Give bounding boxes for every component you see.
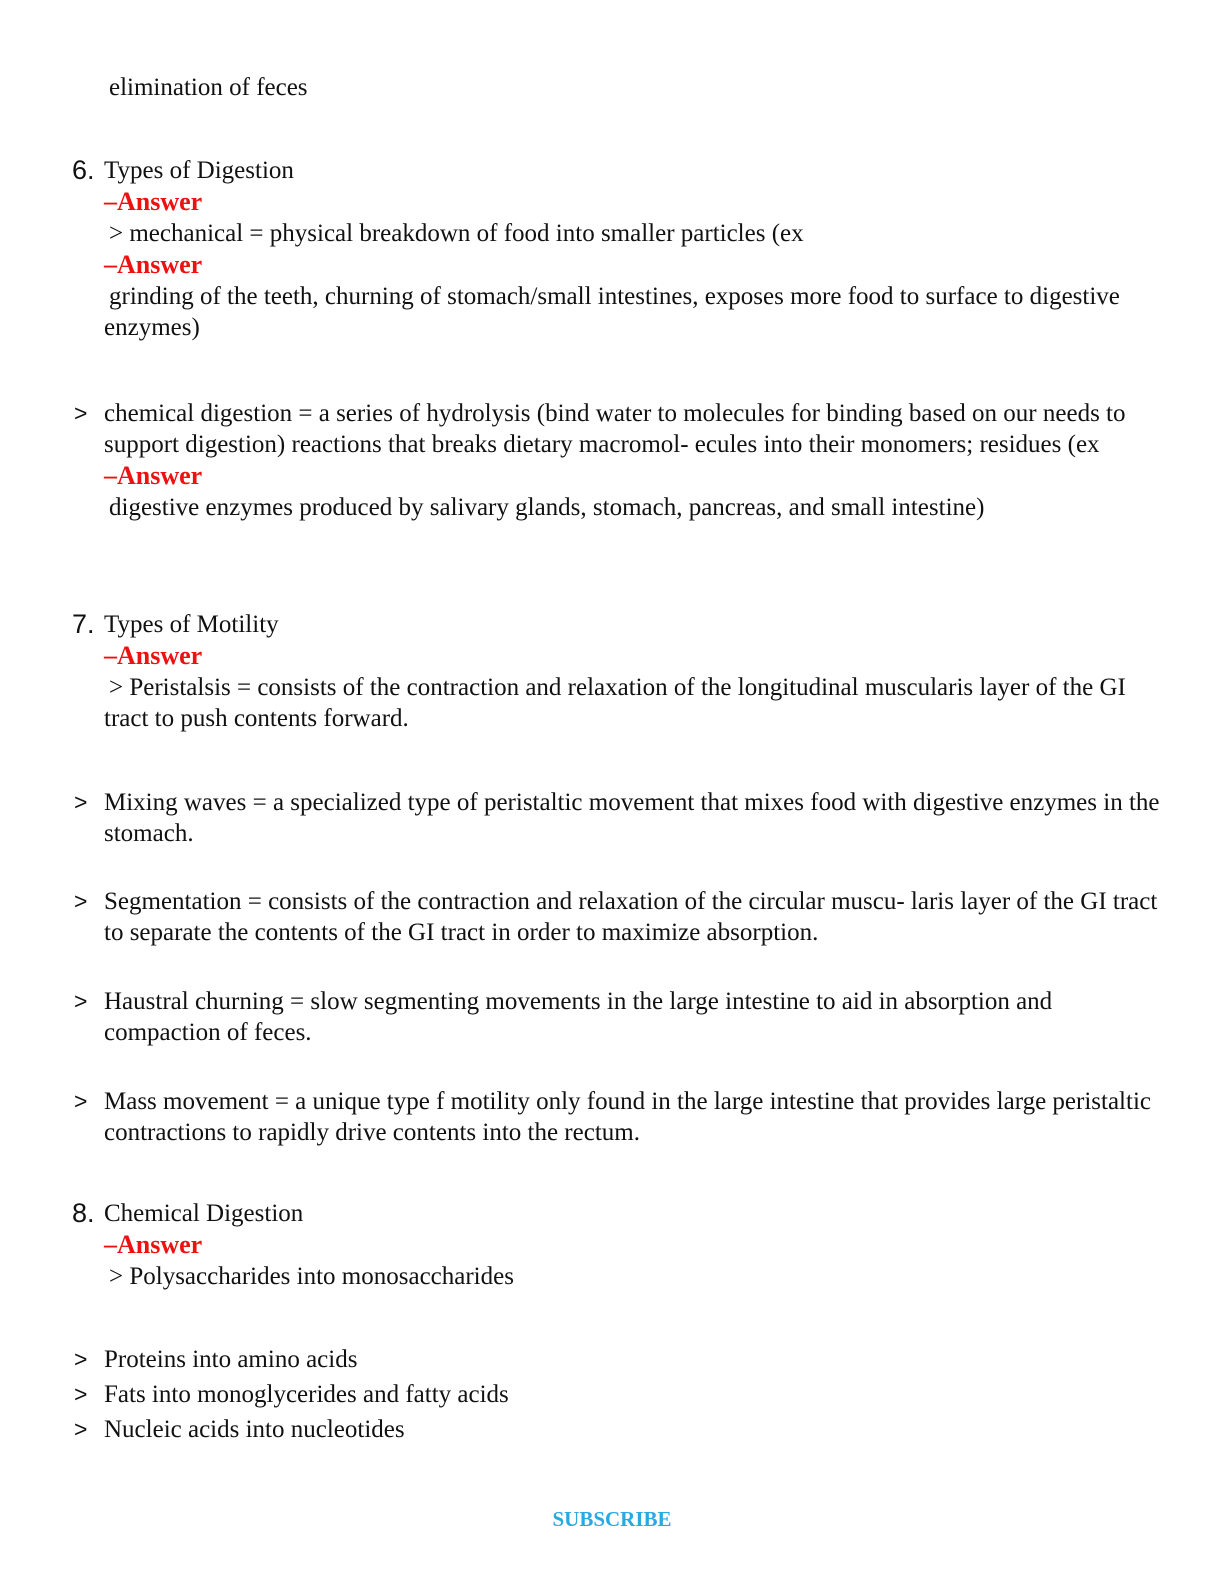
list-item	[74, 1379, 1164, 1410]
bullet-marker: >	[74, 888, 88, 914]
answer-label: –Answer	[104, 641, 203, 670]
list-item	[74, 1414, 1164, 1445]
bullet-text: Fats into monoglycerides and fatty acids	[104, 1381, 509, 1408]
question-8-block	[72, 1198, 1164, 1292]
bullet-text: Haustral churning = slow segmenting movements in the large intestine to aid in absorption and compaction of feces.	[104, 988, 1053, 1046]
answer-text: digestive enzymes produced by salivary glands, stomach, pancreas, and small intestine)	[109, 494, 985, 521]
bullet-marker: >	[74, 1381, 88, 1407]
question-7-block	[72, 609, 1164, 734]
list-item	[74, 1086, 1164, 1148]
answer-text: grinding of the teeth, churning of stomach/small intestines, exposes more food to surface to digestive enzymes)	[104, 283, 1120, 341]
answer-text: > mechanical = physical breakdown of food into smaller particles (ex	[109, 220, 804, 247]
continuation-text: elimination of feces	[109, 74, 308, 101]
question-6-block	[72, 155, 1164, 343]
subscribe-link[interactable]: SUBSCRIBE	[552, 1507, 672, 1531]
bullet-text: Mass movement = a unique type f motility only found in the large intestine that provides large peristaltic contractions to rapidly drive contents into the rectum.	[104, 1088, 1151, 1146]
list-item	[74, 886, 1164, 948]
question-8-number: 8.	[72, 1198, 95, 1228]
answer-label: –Answer	[104, 461, 203, 490]
continuation-text-block	[104, 72, 1164, 103]
list-item	[74, 1344, 1164, 1375]
bullet-marker: >	[74, 1088, 88, 1114]
answer-text: > Polysaccharides into monosaccharides	[109, 1263, 514, 1290]
bullet-marker: >	[74, 1346, 88, 1372]
question-6-title: Types of Digestion	[104, 157, 294, 184]
question-8-title: Chemical Digestion	[104, 1200, 304, 1227]
bullet-text: Proteins into amino acids	[104, 1346, 358, 1373]
answer-text: > Peristalsis = consists of the contraction and relaxation of the longitudinal muscularis layer of the GI tract to push contents forward.	[104, 674, 1126, 732]
question-7-title: Types of Motility	[104, 611, 279, 638]
bullet-marker: >	[74, 789, 88, 815]
bullet-text: Mixing waves = a specialized type of peristaltic movement that mixes food with digestive enzymes in the stomach.	[104, 789, 1160, 847]
bullet-marker: >	[74, 1416, 88, 1442]
question-6-bullet-block	[74, 398, 1164, 523]
bullet-marker: >	[74, 400, 88, 426]
bullet-text: chemical digestion = a series of hydrolysis (bind water to molecules for binding based on our needs to support digestion) reactions that breaks dietary macromol- ecules into their monomers; residues (ex	[104, 400, 1126, 458]
answer-label: –Answer	[104, 250, 203, 279]
list-item	[74, 787, 1164, 849]
answer-label: –Answer	[104, 1230, 203, 1259]
bullet-marker: >	[74, 988, 88, 1014]
answer-label: –Answer	[104, 187, 203, 216]
bullet-text: Nucleic acids into nucleotides	[104, 1416, 405, 1443]
question-7-number: 7.	[72, 609, 95, 639]
question-6-number: 6.	[72, 155, 95, 185]
list-item	[74, 986, 1164, 1048]
bullet-text: Segmentation = consists of the contraction and relaxation of the circular muscu- laris layer of the GI tract to separate the contents of the GI tract in order to maximize absorption.	[104, 888, 1158, 946]
